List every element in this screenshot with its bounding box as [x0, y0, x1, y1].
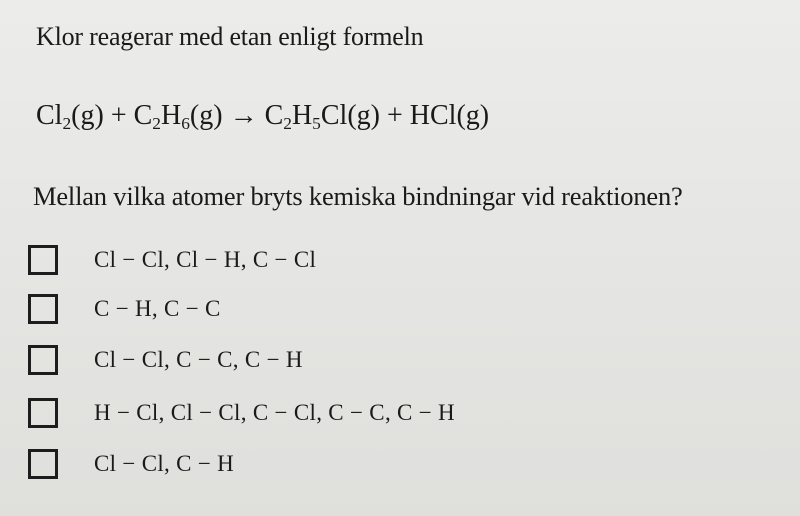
- answer-option[interactable]: [28, 396, 455, 430]
- checkbox[interactable]: [28, 294, 58, 324]
- chemical-equation: [36, 100, 489, 132]
- option-label: Cl − Cl, C − C, C − H: [94, 347, 303, 372]
- checkbox[interactable]: [28, 245, 58, 275]
- reaction-arrow: →: [229, 100, 258, 131]
- checkbox[interactable]: [28, 398, 58, 428]
- question-text: Mellan vilka atomer bryts kemiska bindningar vid reaktionen?: [33, 181, 683, 211]
- reactant-ethane: $C_2H_6(g)$: [133, 100, 223, 133]
- reactant-chlorine: $Cl_2(g)$: [36, 100, 104, 133]
- plus-sign: +: [386, 100, 403, 131]
- answer-option[interactable]: [28, 243, 316, 277]
- option-label: C − H, C − C: [94, 296, 221, 321]
- option-label: H − Cl, Cl − Cl, C − Cl, C − C, C − H: [94, 400, 455, 425]
- answer-option[interactable]: [28, 447, 234, 481]
- product-chloroethane: $C_2H_5Cl(g)$: [264, 100, 380, 133]
- plus-sign: +: [110, 100, 127, 131]
- answer-option[interactable]: [28, 292, 221, 326]
- checkbox[interactable]: [28, 449, 58, 479]
- option-label: Cl − Cl, Cl − H, C − Cl: [94, 247, 317, 272]
- intro-text: Klor reagerar med etan enligt formeln: [36, 22, 424, 51]
- answer-option[interactable]: [28, 343, 303, 377]
- product-hydrogen-chloride: HCl(g): [409, 100, 490, 131]
- option-label: Cl − Cl, C − H: [94, 451, 235, 476]
- checkbox[interactable]: [28, 345, 58, 375]
